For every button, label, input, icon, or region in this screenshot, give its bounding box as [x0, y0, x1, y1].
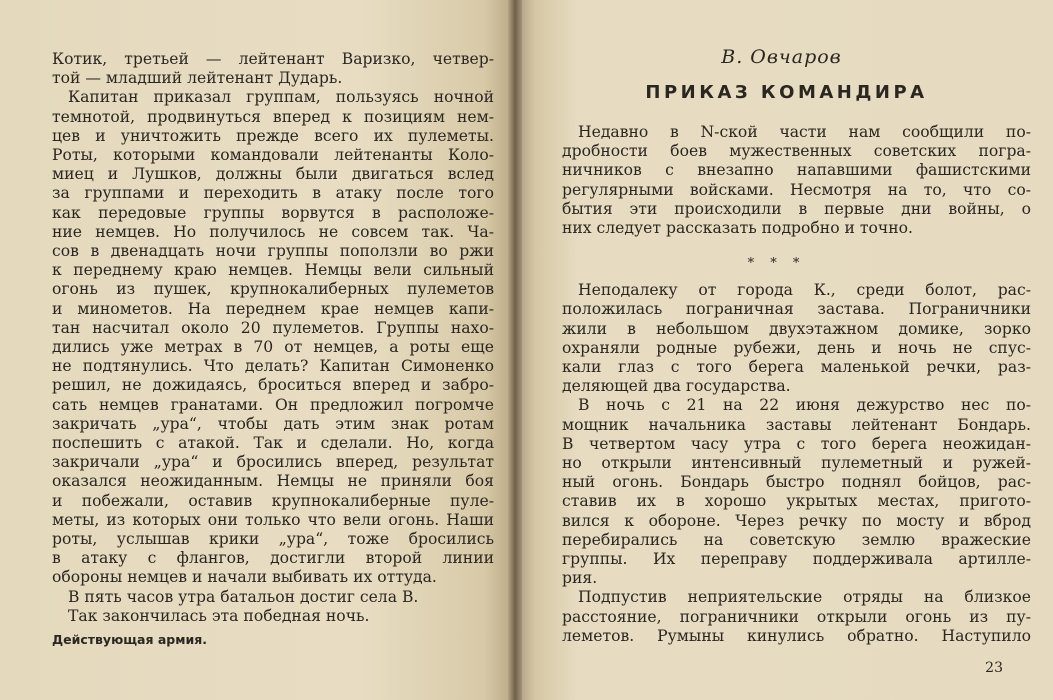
signature: Действующая армия.: [52, 632, 207, 648]
text-line: Так закончилась эта победная ночь.: [68, 606, 370, 625]
text-line: кали глаз с того берега маленькой речки, раз-: [562, 358, 1031, 377]
text-line: темнотой, продвинуться вперед к позициям нем-: [52, 107, 494, 126]
text-line: группы. Их переправу поддерживала артилле-: [562, 550, 1031, 569]
text-line: мощник начальника заставы лейтенант Бондарь.: [562, 415, 1031, 434]
text-line: дились уже метрах в 70 от немцев, а роты еще: [52, 338, 494, 357]
text-line: В ночь с 21 на 22 июня дежурство нес по-: [578, 396, 1031, 415]
text-line: сать немцев гранатами. Он предложил погромче: [52, 395, 494, 414]
text-line: к переднему краю немцев. Немцы вели сильный: [52, 261, 494, 280]
article-title: ПРИКАЗ КОМАНДИРА: [645, 82, 928, 103]
text-line: ставив их в хорошо укрытых местах, пригото-: [562, 492, 1031, 511]
text-line: закричали „ура“ и бросились вперед, результат: [52, 453, 494, 472]
text-line: них следует рассказать подробно и точно.: [562, 219, 913, 238]
text-line: В пять часов утра батальон достиг села В.: [68, 587, 419, 606]
text-line: деляющей два государства.: [562, 377, 791, 396]
left-page: [0, 0, 514, 700]
text-line: обороны немцев и начали выбивать их оттуда.: [52, 568, 437, 587]
text-line: ние немцев. Но получилось не совсем так. Ча-: [52, 222, 494, 241]
text-line: расстояние, пограничники открыли огонь из пу-: [562, 607, 1031, 626]
book-gutter: [508, 0, 522, 700]
text-line: леметов. Румыны кинулись обратно. Наступило: [562, 626, 1031, 645]
text-line: той — младший лейтенант Дударь.: [52, 69, 343, 88]
text-line: ничников с внезапно напавшими фашистскими: [562, 161, 1031, 180]
text-line: миец и Лушков, должны были двигаться вслед: [52, 165, 494, 184]
text-line: поспешить с атакой. Так и сделали. Но, когда: [52, 434, 494, 453]
right-page-text: [562, 281, 1031, 646]
text-line: ный огонь. Бондарь быстро поднял бойцов, рас-: [562, 473, 1031, 492]
text-line: оказался неожиданным. Немцы не приняли боя: [52, 472, 494, 491]
text-line: Котик, третьей — лейтенант Варизко, четвер-: [52, 50, 494, 68]
text-line: Роты, которыми командовали лейтенанты Коло-: [52, 146, 494, 165]
article-intro: [562, 123, 1031, 238]
text-line: меты, из которых они только что вели огонь. Наши: [52, 510, 494, 529]
section-separator: * * *: [747, 256, 806, 272]
text-line: тан насчитал около 20 пулеметов. Группы нахо-: [52, 318, 494, 337]
text-line: дробности боев мужественных советских погра-: [562, 142, 1031, 161]
text-line: рия.: [562, 569, 598, 588]
text-line: бытия эти происходили в первые дни войны, о: [562, 199, 1031, 218]
left-page-text: [52, 50, 494, 626]
text-line: и побежали, оставив крупнокалиберные пуле-: [52, 491, 494, 510]
text-line: положилась пограничная застава. Пограничники: [562, 300, 1031, 319]
text-line: жили в небольшом двухэтажном домике, зорко: [562, 319, 1031, 338]
text-line: Подпустив неприятельские отряды на близкое: [578, 588, 1031, 607]
text-line: в атаку с флангов, достигли второй линии: [52, 549, 494, 568]
text-line: огонь из пушек, крупнокалиберных пулеметов: [52, 280, 494, 299]
text-line: не подтянулись. Что делать? Капитан Симоненко: [52, 357, 494, 376]
text-line: Неподалеку от города К., среди болот, рас-: [578, 281, 1031, 300]
text-line: решил, не дожидаясь, броситься вперед и забро-: [52, 376, 494, 395]
text-line: как передовые группы ворвутся в расположе-: [52, 203, 494, 222]
text-line: цев и уничтожить прежде всего их пулеметы.: [52, 126, 494, 145]
text-line: Недавно в N-ской части нам сообщили по-: [578, 123, 1031, 141]
right-page: [514, 0, 1053, 700]
text-line: сов в двенадцать ночи группы поползли во ржи: [52, 242, 494, 261]
text-line: регулярными войсками. Несмотря на то, что со-: [562, 180, 1031, 199]
text-line: перебирались на советскую землю вражеские: [562, 530, 1031, 549]
text-line: В четвертом часу утра с того берега неожидан-: [562, 434, 1031, 453]
text-line: за группами и переходить в атаку после того: [52, 184, 494, 203]
text-line: но открыли интенсивный пулеметный и ружей-: [562, 454, 1031, 473]
article-author: В. Овчаров: [721, 46, 842, 68]
text-line: роты, услышав крики „ура“, тоже бросились: [52, 530, 494, 549]
text-line: вился к обороне. Через речку по мосту и вброд: [562, 511, 1031, 530]
text-line: и минометов. На переднем крае немцев капи-: [52, 299, 494, 318]
text-line: закричать „ура“, чтобы дать этим знак ротам: [52, 414, 494, 433]
text-line: охраняли родные рубежи, день и ночь не спус-: [562, 338, 1031, 357]
page-number: 23: [985, 660, 1003, 676]
text-line: Капитан приказал группам, пользуясь ночной: [68, 88, 494, 107]
